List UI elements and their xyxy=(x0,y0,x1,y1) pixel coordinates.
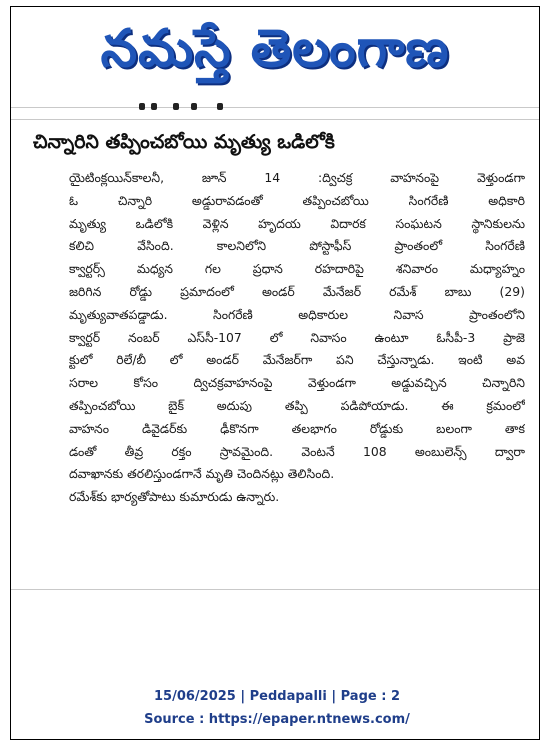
article-line: వాహనం డివైడర్‌కు ఢీకొనగా తలభాగం రోడ్డుకు బలంగా తాక xyxy=(69,420,525,436)
article-line: యైటింక్లయిన్‌కాలనీ, జూన్ 14 :ద్విచక్ర వాహనంపై వెళ్తుండగా xyxy=(69,170,525,185)
epaper-clipping xyxy=(10,6,540,740)
article-line: రమేశ్‌కు భార్యతోపాటు కుమారుడు ఉన్నారు. xyxy=(69,489,280,505)
article-headline: చిన్నారిని తప్పించబోయి మృత్యు ఒడిలోకి xyxy=(33,131,335,153)
article-line: ఓ చిన్నారి అడ్డురావడంతో తప్పించబోయి సింగరేణి అధికారి xyxy=(69,192,525,208)
article-line: కలిచి వేసింది. కాలనిలోని పోస్టాఫీస్ ప్రాంతంలో సింగరేణి xyxy=(69,238,525,254)
article-line: తప్పించబోయి బైక్ అదుపు తప్పి పడిపోయాడు. ఈ క్రమంలో xyxy=(69,397,525,413)
article-body xyxy=(69,167,525,509)
clip-divider xyxy=(11,119,539,120)
article-line: క్టులో రిలే/బీ లో అండర్ మేనేజర్‌గా పని చేస్తున్నాడు. ఇంటి అవ xyxy=(69,352,525,368)
clip-divider xyxy=(11,107,539,108)
footer-date-edition: 15/06/2025 | Peddapalli | Page : 2 xyxy=(153,689,400,704)
article-line: దవాఖానకు తరలిస్తుండగానే మృతి చెందినట్లు తెలిసింది. xyxy=(69,466,335,482)
clipped-text-fragment xyxy=(121,99,231,113)
clip-divider xyxy=(11,589,539,590)
article-line: డంతో తీవ్ర రక్తం స్రావమైంది. వెంటనే 108 అంబులెన్స్ ద్వారా xyxy=(69,443,525,459)
footer-source-link[interactable]: Source : https://epaper.ntnews.com/ xyxy=(144,712,410,727)
article-line: క్వార్టర్ నంబర్ ఎస్‌సీ-107 లో నివాసం ఉంటూ ఓసీపీ-3 ప్రాజె xyxy=(69,329,525,345)
article-line: మృత్యువాతపడ్డాడు. సింగరేణి అధికారుల నివాస ప్రాంతంలోని xyxy=(69,306,525,322)
article-line: క్వార్టర్స్ మధ్యన గల ప్రధాన రహదారిపై శనివారం మధ్యాహ్నం xyxy=(69,261,525,277)
article-line: మృత్యు ఒడిలోకి వెళ్లిన హృదయ విదారక సంఘటన స్థానికులను xyxy=(69,215,525,231)
article-line: జరిగిన రోడ్డు ప్రమాదంలో అండర్ మేనేజర్ రమేశ్ బాబు (29) xyxy=(69,283,525,299)
article-line: సరాల కోసం ద్విచక్రవాహనంపై వెళ్తుండగా అడ్డువచ్చిన చిన్నారిని xyxy=(69,375,525,391)
newspaper-masthead: నమస్తే తెలంగాణ xyxy=(100,19,450,79)
